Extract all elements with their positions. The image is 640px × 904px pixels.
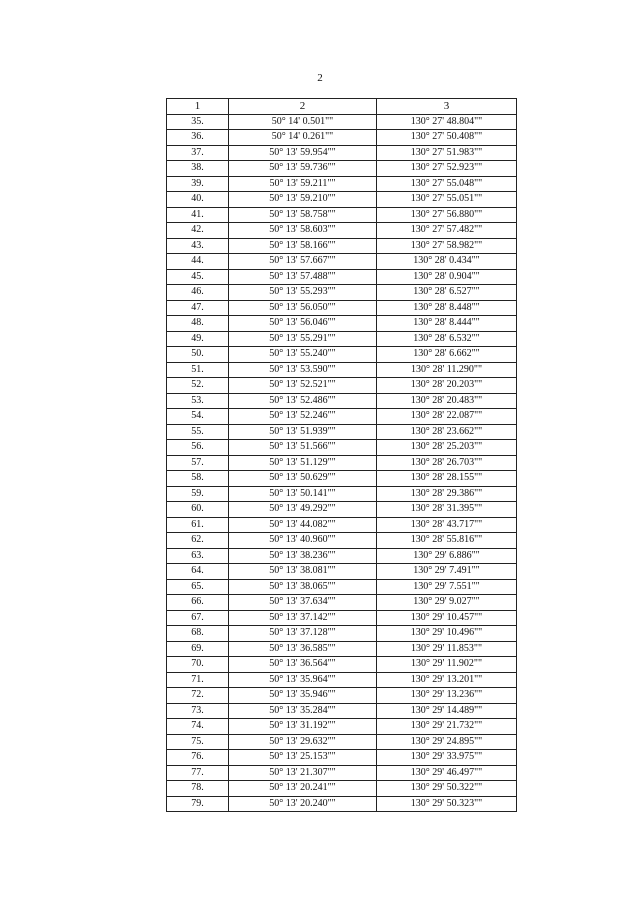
latitude-cell: 50° 13' 59.954"" [229, 145, 377, 161]
latitude-cell: 50° 13' 53.590"" [229, 362, 377, 378]
latitude-cell: 50° 13' 58.166"" [229, 238, 377, 254]
table-row [167, 409, 517, 425]
longitude-cell: 130° 29' 9.027"" [377, 595, 517, 611]
point-number-cell: 66. [167, 595, 229, 611]
point-number-cell: 50. [167, 347, 229, 363]
table-row [167, 486, 517, 502]
table-row [167, 176, 517, 192]
table-row [167, 750, 517, 766]
table-row [167, 595, 517, 611]
table-row [167, 130, 517, 146]
table-row [167, 734, 517, 750]
table-row [167, 300, 517, 316]
table-header-row [167, 99, 517, 115]
point-number-cell: 44. [167, 254, 229, 270]
longitude-cell: 130° 27' 56.880"" [377, 207, 517, 223]
point-number-cell: 39. [167, 176, 229, 192]
point-number-cell: 43. [167, 238, 229, 254]
point-number-cell: 61. [167, 517, 229, 533]
column-header-latitude: 2 [229, 99, 377, 115]
point-number-cell: 36. [167, 130, 229, 146]
latitude-cell: 50° 13' 21.307"" [229, 765, 377, 781]
latitude-cell: 50° 13' 36.585"" [229, 641, 377, 657]
latitude-cell: 50° 13' 59.211"" [229, 176, 377, 192]
longitude-cell: 130° 29' 24.895"" [377, 734, 517, 750]
longitude-cell: 130° 27' 55.048"" [377, 176, 517, 192]
latitude-cell: 50° 13' 50.629"" [229, 471, 377, 487]
table-row [167, 765, 517, 781]
latitude-cell: 50° 13' 55.291"" [229, 331, 377, 347]
point-number-cell: 38. [167, 161, 229, 177]
longitude-cell: 130° 28' 0.434"" [377, 254, 517, 270]
longitude-cell: 130° 27' 58.982"" [377, 238, 517, 254]
longitude-cell: 130° 28' 43.717"" [377, 517, 517, 533]
latitude-cell: 50° 13' 52.521"" [229, 378, 377, 394]
point-number-cell: 58. [167, 471, 229, 487]
table-row [167, 533, 517, 549]
longitude-cell: 130° 27' 55.051"" [377, 192, 517, 208]
table-row [167, 316, 517, 332]
latitude-cell: 50° 13' 37.634"" [229, 595, 377, 611]
latitude-cell: 50° 13' 58.603"" [229, 223, 377, 239]
latitude-cell: 50° 13' 20.240"" [229, 796, 377, 812]
longitude-cell: 130° 28' 11.290"" [377, 362, 517, 378]
point-number-cell: 74. [167, 719, 229, 735]
longitude-cell: 130° 27' 50.408"" [377, 130, 517, 146]
longitude-cell: 130° 29' 33.975"" [377, 750, 517, 766]
latitude-cell: 50° 13' 37.142"" [229, 610, 377, 626]
longitude-cell: 130° 28' 0.904"" [377, 269, 517, 285]
longitude-cell: 130° 29' 7.551"" [377, 579, 517, 595]
longitude-cell: 130° 29' 6.886"" [377, 548, 517, 564]
latitude-cell: 50° 13' 56.046"" [229, 316, 377, 332]
longitude-cell: 130° 28' 20.203"" [377, 378, 517, 394]
point-number-cell: 67. [167, 610, 229, 626]
table-row [167, 517, 517, 533]
point-number-cell: 62. [167, 533, 229, 549]
point-number-cell: 48. [167, 316, 229, 332]
latitude-cell: 50° 13' 52.486"" [229, 393, 377, 409]
point-number-cell: 77. [167, 765, 229, 781]
longitude-cell: 130° 29' 10.457"" [377, 610, 517, 626]
latitude-cell: 50° 13' 35.964"" [229, 672, 377, 688]
table-row [167, 440, 517, 456]
point-number-cell: 72. [167, 688, 229, 704]
table-row [167, 393, 517, 409]
point-number-cell: 63. [167, 548, 229, 564]
table-row [167, 269, 517, 285]
latitude-cell: 50° 13' 51.129"" [229, 455, 377, 471]
point-number-cell: 64. [167, 564, 229, 580]
latitude-cell: 50° 13' 40.960"" [229, 533, 377, 549]
longitude-cell: 130° 29' 7.491"" [377, 564, 517, 580]
latitude-cell: 50° 13' 38.081"" [229, 564, 377, 580]
point-number-cell: 49. [167, 331, 229, 347]
latitude-cell: 50° 13' 55.293"" [229, 285, 377, 301]
latitude-cell: 50° 14' 0.261"" [229, 130, 377, 146]
longitude-cell: 130° 28' 22.087"" [377, 409, 517, 425]
table-row [167, 347, 517, 363]
longitude-cell: 130° 28' 23.662"" [377, 424, 517, 440]
latitude-cell: 50° 13' 35.284"" [229, 703, 377, 719]
latitude-cell: 50° 13' 51.566"" [229, 440, 377, 456]
point-number-cell: 52. [167, 378, 229, 394]
longitude-cell: 130° 27' 57.482"" [377, 223, 517, 239]
column-header-number: 1 [167, 99, 229, 115]
latitude-cell: 50° 13' 55.240"" [229, 347, 377, 363]
table-row [167, 424, 517, 440]
latitude-cell: 50° 13' 20.241"" [229, 781, 377, 797]
table-row [167, 455, 517, 471]
latitude-cell: 50° 13' 57.667"" [229, 254, 377, 270]
point-number-cell: 57. [167, 455, 229, 471]
longitude-cell: 130° 29' 13.236"" [377, 688, 517, 704]
table-row [167, 502, 517, 518]
table-row [167, 719, 517, 735]
longitude-cell: 130° 28' 6.527"" [377, 285, 517, 301]
longitude-cell: 130° 29' 13.201"" [377, 672, 517, 688]
longitude-cell: 130° 27' 48.804"" [377, 114, 517, 130]
longitude-cell: 130° 29' 11.853"" [377, 641, 517, 657]
latitude-cell: 50° 13' 36.564"" [229, 657, 377, 673]
point-number-cell: 60. [167, 502, 229, 518]
table-row [167, 223, 517, 239]
point-number-cell: 54. [167, 409, 229, 425]
latitude-cell: 50° 13' 59.210"" [229, 192, 377, 208]
latitude-cell: 50° 13' 49.292"" [229, 502, 377, 518]
point-number-cell: 65. [167, 579, 229, 595]
longitude-cell: 130° 28' 29.386"" [377, 486, 517, 502]
latitude-cell: 50° 13' 38.065"" [229, 579, 377, 595]
table-row [167, 378, 517, 394]
point-number-cell: 71. [167, 672, 229, 688]
point-number-cell: 41. [167, 207, 229, 223]
table-row [167, 471, 517, 487]
table-row [167, 626, 517, 642]
point-number-cell: 79. [167, 796, 229, 812]
longitude-cell: 130° 27' 52.923"" [377, 161, 517, 177]
table-row [167, 610, 517, 626]
table-row [167, 688, 517, 704]
point-number-cell: 73. [167, 703, 229, 719]
table-row [167, 161, 517, 177]
table-row [167, 579, 517, 595]
table-row [167, 207, 517, 223]
point-number-cell: 40. [167, 192, 229, 208]
longitude-cell: 130° 28' 6.662"" [377, 347, 517, 363]
latitude-cell: 50° 13' 35.946"" [229, 688, 377, 704]
latitude-cell: 50° 13' 29.632"" [229, 734, 377, 750]
latitude-cell: 50° 13' 25.153"" [229, 750, 377, 766]
point-number-cell: 46. [167, 285, 229, 301]
latitude-cell: 50° 13' 57.488"" [229, 269, 377, 285]
table-row [167, 114, 517, 130]
longitude-cell: 130° 28' 25.203"" [377, 440, 517, 456]
table-row [167, 564, 517, 580]
point-number-cell: 69. [167, 641, 229, 657]
coordinates-table [166, 98, 517, 812]
table-row [167, 672, 517, 688]
longitude-cell: 130° 29' 21.732"" [377, 719, 517, 735]
table-row [167, 145, 517, 161]
point-number-cell: 37. [167, 145, 229, 161]
latitude-cell: 50° 13' 51.939"" [229, 424, 377, 440]
point-number-cell: 56. [167, 440, 229, 456]
longitude-cell: 130° 29' 11.902"" [377, 657, 517, 673]
point-number-cell: 51. [167, 362, 229, 378]
table-row [167, 548, 517, 564]
table-row [167, 285, 517, 301]
latitude-cell: 50° 13' 52.246"" [229, 409, 377, 425]
point-number-cell: 70. [167, 657, 229, 673]
latitude-cell: 50° 13' 59.736"" [229, 161, 377, 177]
point-number-cell: 35. [167, 114, 229, 130]
point-number-cell: 53. [167, 393, 229, 409]
point-number-cell: 76. [167, 750, 229, 766]
longitude-cell: 130° 29' 14.489"" [377, 703, 517, 719]
point-number-cell: 68. [167, 626, 229, 642]
latitude-cell: 50° 14' 0.501"" [229, 114, 377, 130]
table-row [167, 657, 517, 673]
table-row [167, 362, 517, 378]
latitude-cell: 50° 13' 37.128"" [229, 626, 377, 642]
latitude-cell: 50° 13' 38.236"" [229, 548, 377, 564]
latitude-cell: 50° 13' 58.758"" [229, 207, 377, 223]
table-row [167, 331, 517, 347]
longitude-cell: 130° 28' 20.483"" [377, 393, 517, 409]
latitude-cell: 50° 13' 44.082"" [229, 517, 377, 533]
page-number: 2 [317, 72, 323, 84]
longitude-cell: 130° 27' 51.983"" [377, 145, 517, 161]
longitude-cell: 130° 28' 28.155"" [377, 471, 517, 487]
point-number-cell: 55. [167, 424, 229, 440]
longitude-cell: 130° 29' 46.497"" [377, 765, 517, 781]
point-number-cell: 42. [167, 223, 229, 239]
longitude-cell: 130° 28' 31.395"" [377, 502, 517, 518]
table-row [167, 703, 517, 719]
longitude-cell: 130° 28' 8.448"" [377, 300, 517, 316]
table-row [167, 238, 517, 254]
point-number-cell: 59. [167, 486, 229, 502]
table-row [167, 781, 517, 797]
table-row [167, 254, 517, 270]
longitude-cell: 130° 29' 10.496"" [377, 626, 517, 642]
point-number-cell: 45. [167, 269, 229, 285]
latitude-cell: 50° 13' 50.141"" [229, 486, 377, 502]
longitude-cell: 130° 28' 6.532"" [377, 331, 517, 347]
table-row [167, 796, 517, 812]
table-row [167, 641, 517, 657]
table-row [167, 192, 517, 208]
longitude-cell: 130° 29' 50.322"" [377, 781, 517, 797]
column-header-longitude: 3 [377, 99, 517, 115]
longitude-cell: 130° 29' 50.323"" [377, 796, 517, 812]
point-number-cell: 47. [167, 300, 229, 316]
point-number-cell: 75. [167, 734, 229, 750]
point-number-cell: 78. [167, 781, 229, 797]
latitude-cell: 50° 13' 56.050"" [229, 300, 377, 316]
longitude-cell: 130° 28' 8.444"" [377, 316, 517, 332]
latitude-cell: 50° 13' 31.192"" [229, 719, 377, 735]
longitude-cell: 130° 28' 26.703"" [377, 455, 517, 471]
longitude-cell: 130° 28' 55.816"" [377, 533, 517, 549]
